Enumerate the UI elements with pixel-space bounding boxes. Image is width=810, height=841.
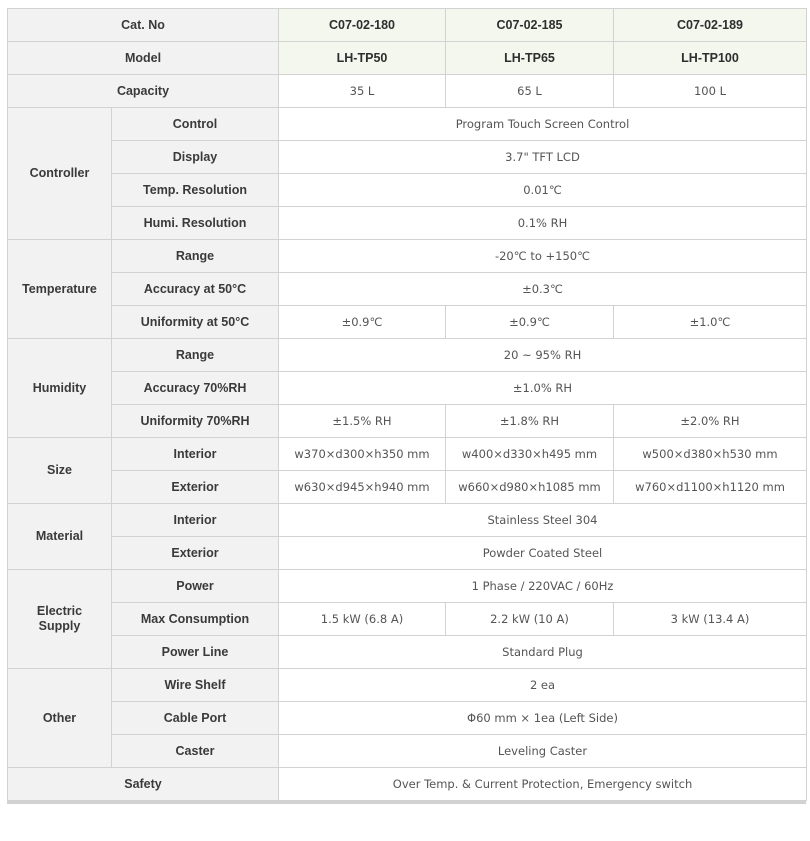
label-material-exterior: Exterior	[112, 537, 279, 570]
size-exterior-3: w760×d1100×h1120 mm	[614, 471, 807, 504]
row-material-interior	[8, 504, 807, 537]
row-cat-no	[8, 9, 807, 42]
value-temp-range: -20℃ to +150℃	[279, 240, 807, 273]
spec-table	[7, 8, 807, 801]
max-consumption-3: 3 kW (13.4 A)	[614, 603, 807, 636]
row-power-line	[8, 636, 807, 669]
group-material: Material	[8, 504, 112, 570]
row-humi-resolution	[8, 207, 807, 240]
size-interior-3: w500×d380×h530 mm	[614, 438, 807, 471]
label-size-interior: Interior	[112, 438, 279, 471]
group-size: Size	[8, 438, 112, 504]
value-wire-shelf: 2 ea	[279, 669, 807, 702]
row-temp-range	[8, 240, 807, 273]
label-temp-resolution: Temp. Resolution	[112, 174, 279, 207]
group-electric-line1: Electric	[36, 604, 83, 618]
value-humi-accuracy: ±1.0% RH	[279, 372, 807, 405]
row-max-consumption	[8, 603, 807, 636]
label-size-exterior: Exterior	[112, 471, 279, 504]
catno-2: C07-02-185	[446, 9, 614, 42]
label-humi-accuracy: Accuracy 70%RH	[112, 372, 279, 405]
row-display	[8, 141, 807, 174]
label-temp-range: Range	[112, 240, 279, 273]
label-display: Display	[112, 141, 279, 174]
label-power-line: Power Line	[112, 636, 279, 669]
label-cat-no: Cat. No	[8, 9, 279, 42]
value-temp-resolution: 0.01℃	[279, 174, 807, 207]
table-bottom-border	[7, 801, 806, 804]
label-humi-range: Range	[112, 339, 279, 372]
size-interior-1: w370×d300×h350 mm	[279, 438, 446, 471]
row-cable-port	[8, 702, 807, 735]
row-size-exterior	[8, 471, 807, 504]
model-1: LH-TP50	[279, 42, 446, 75]
value-temp-accuracy: ±0.3℃	[279, 273, 807, 306]
capacity-2: 65 L	[446, 75, 614, 108]
label-cable-port: Cable Port	[112, 702, 279, 735]
value-caster: Leveling Caster	[279, 735, 807, 768]
size-exterior-1: w630×d945×h940 mm	[279, 471, 446, 504]
value-material-exterior: Powder Coated Steel	[279, 537, 807, 570]
value-humi-resolution: 0.1% RH	[279, 207, 807, 240]
row-caster	[8, 735, 807, 768]
row-material-exterior	[8, 537, 807, 570]
value-material-interior: Stainless Steel 304	[279, 504, 807, 537]
humi-uniformity-1: ±1.5% RH	[279, 405, 446, 438]
label-control: Control	[112, 108, 279, 141]
value-safety: Over Temp. & Current Protection, Emergency switch	[279, 768, 807, 801]
group-other: Other	[8, 669, 112, 768]
row-temp-accuracy	[8, 273, 807, 306]
label-humi-uniformity: Uniformity 70%RH	[112, 405, 279, 438]
label-material-interior: Interior	[112, 504, 279, 537]
temp-uniformity-2: ±0.9℃	[446, 306, 614, 339]
row-humi-uniformity	[8, 405, 807, 438]
label-safety: Safety	[8, 768, 279, 801]
row-temp-resolution	[8, 174, 807, 207]
value-display: 3.7" TFT LCD	[279, 141, 807, 174]
model-2: LH-TP65	[446, 42, 614, 75]
capacity-1: 35 L	[279, 75, 446, 108]
catno-1: C07-02-180	[279, 9, 446, 42]
value-cable-port: Φ60 mm × 1ea (Left Side)	[279, 702, 807, 735]
group-humidity: Humidity	[8, 339, 112, 438]
group-electric-line2: Supply	[38, 619, 81, 633]
max-consumption-1: 1.5 kW (6.8 A)	[279, 603, 446, 636]
group-temperature: Temperature	[8, 240, 112, 339]
size-exterior-2: w660×d980×h1085 mm	[446, 471, 614, 504]
row-size-interior	[8, 438, 807, 471]
row-capacity	[8, 75, 807, 108]
row-model	[8, 42, 807, 75]
label-caster: Caster	[112, 735, 279, 768]
row-humi-accuracy	[8, 372, 807, 405]
label-temp-uniformity: Uniformity at 50°C	[112, 306, 279, 339]
value-power-line: Standard Plug	[279, 636, 807, 669]
row-safety	[8, 768, 807, 801]
row-wire-shelf	[8, 669, 807, 702]
group-electric-supply	[8, 570, 112, 669]
label-model: Model	[8, 42, 279, 75]
capacity-3: 100 L	[614, 75, 807, 108]
row-power	[8, 570, 807, 603]
temp-uniformity-3: ±1.0℃	[614, 306, 807, 339]
label-humi-resolution: Humi. Resolution	[112, 207, 279, 240]
temp-uniformity-1: ±0.9℃	[279, 306, 446, 339]
humi-uniformity-3: ±2.0% RH	[614, 405, 807, 438]
value-humi-range: 20 ~ 95% RH	[279, 339, 807, 372]
label-wire-shelf: Wire Shelf	[112, 669, 279, 702]
group-controller: Controller	[8, 108, 112, 240]
model-3: LH-TP100	[614, 42, 807, 75]
size-interior-2: w400×d330×h495 mm	[446, 438, 614, 471]
label-power: Power	[112, 570, 279, 603]
value-control: Program Touch Screen Control	[279, 108, 807, 141]
max-consumption-2: 2.2 kW (10 A)	[446, 603, 614, 636]
value-power: 1 Phase / 220VAC / 60Hz	[279, 570, 807, 603]
label-max-consumption: Max Consumption	[112, 603, 279, 636]
row-control	[8, 108, 807, 141]
catno-3: C07-02-189	[614, 9, 807, 42]
label-capacity: Capacity	[8, 75, 279, 108]
label-temp-accuracy: Accuracy at 50°C	[112, 273, 279, 306]
humi-uniformity-2: ±1.8% RH	[446, 405, 614, 438]
row-temp-uniformity	[8, 306, 807, 339]
row-humi-range	[8, 339, 807, 372]
